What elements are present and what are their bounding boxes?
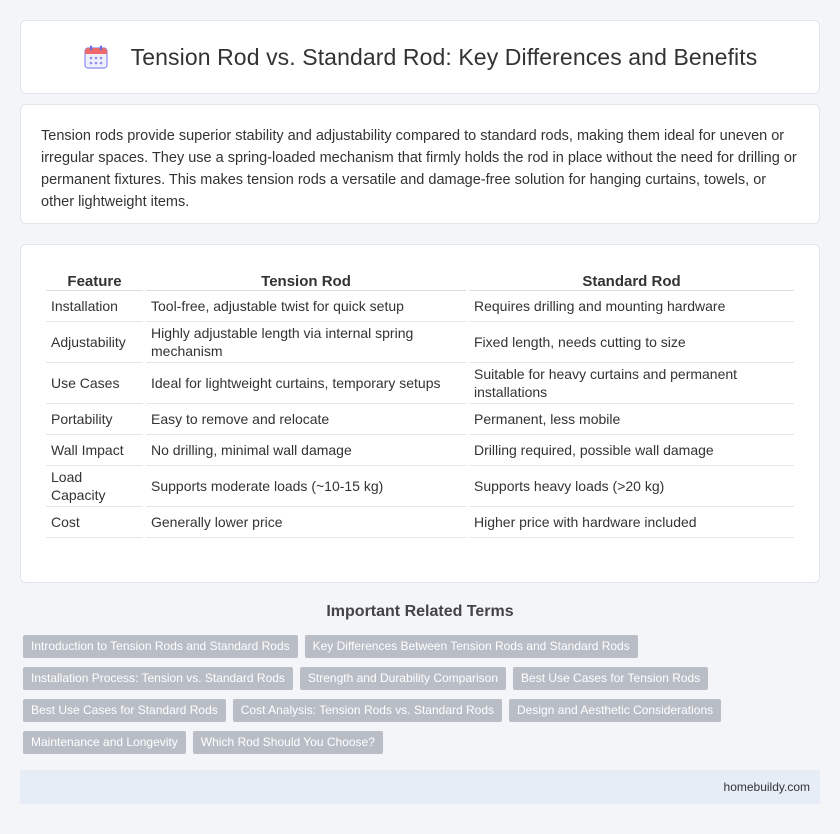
cell-feature: Installation: [46, 291, 143, 322]
footer-site-name[interactable]: homebuildy.com: [723, 780, 810, 794]
header-feature: Feature: [46, 265, 143, 291]
title-wrap: [83, 44, 758, 71]
related-term-link[interactable]: Strength and Durability Comparison: [300, 667, 506, 690]
table-header-row: [46, 265, 794, 291]
intro-paragraph: Tension rods provide superior stability and adjustability compared to standard rods, making them ideal for uneven or irregular spaces. They use a spring-loaded mechanism that firmly holds the rod in place without the need for drilling or permanent fixtures. This makes tension rods a versatile and damage-free solution for hanging curtains, towels, or other lightweight items.: [41, 128, 797, 210]
cell-feature: Wall Impact: [46, 435, 143, 466]
comparison-table-card: [20, 244, 820, 583]
related-terms-title: Important Related Terms: [326, 603, 514, 620]
footer: [20, 770, 820, 804]
related-term-link[interactable]: Which Rod Should You Choose?: [193, 731, 383, 754]
header-card: [20, 20, 820, 94]
cell-tension: Highly adjustable length via internal spring mechanism: [146, 322, 466, 363]
related-term-link[interactable]: Introduction to Tension Rods and Standard Rods: [23, 635, 298, 658]
table-row: [46, 435, 794, 466]
cell-standard: Higher price with hardware included: [469, 507, 794, 538]
related-terms-list: [23, 635, 803, 754]
cell-feature: Portability: [46, 404, 143, 435]
table-row: [46, 363, 794, 404]
calendar-icon: [83, 44, 109, 70]
related-term-link[interactable]: Design and Aesthetic Considerations: [509, 699, 721, 722]
cell-standard: Suitable for heavy curtains and permanent installations: [469, 363, 794, 404]
table-row: [46, 404, 794, 435]
intro-card: [20, 104, 820, 224]
related-term-link[interactable]: Key Differences Between Tension Rods and Standard Rods: [305, 635, 638, 658]
table-row: [46, 322, 794, 363]
related-term-link[interactable]: Installation Process: Tension vs. Standard Rods: [23, 667, 293, 690]
cell-tension: Ideal for lightweight curtains, temporary setups: [146, 363, 466, 404]
cell-feature: Load Capacity: [46, 466, 143, 507]
table-row: [46, 507, 794, 538]
cell-standard: Permanent, less mobile: [469, 404, 794, 435]
cell-tension: Tool-free, adjustable twist for quick setup: [146, 291, 466, 322]
related-term-link[interactable]: Best Use Cases for Tension Rods: [513, 667, 708, 690]
table-row: [46, 291, 794, 322]
page-title: Tension Rod vs. Standard Rod: Key Differences and Benefits: [130, 43, 758, 70]
related-term-link[interactable]: Best Use Cases for Standard Rods: [23, 699, 226, 722]
cell-tension: Supports moderate loads (~10-15 kg): [146, 466, 466, 507]
cell-feature: Use Cases: [46, 363, 143, 404]
comparison-table: [43, 265, 797, 538]
cell-tension: Generally lower price: [146, 507, 466, 538]
related-term-link[interactable]: Cost Analysis: Tension Rods vs. Standard Rods: [233, 699, 502, 722]
cell-feature: Cost: [46, 507, 143, 538]
cell-tension: No drilling, minimal wall damage: [146, 435, 466, 466]
cell-standard: Requires drilling and mounting hardware: [469, 291, 794, 322]
cell-standard: Fixed length, needs cutting to size: [469, 322, 794, 363]
table-row: [46, 466, 794, 507]
related-term-link[interactable]: Maintenance and Longevity: [23, 731, 186, 754]
cell-standard: Drilling required, possible wall damage: [469, 435, 794, 466]
header-standard-rod: Standard Rod: [469, 265, 794, 291]
header-tension-rod: Tension Rod: [146, 265, 466, 291]
cell-tension: Easy to remove and relocate: [146, 404, 466, 435]
cell-standard: Supports heavy loads (>20 kg): [469, 466, 794, 507]
cell-feature: Adjustability: [46, 322, 143, 363]
